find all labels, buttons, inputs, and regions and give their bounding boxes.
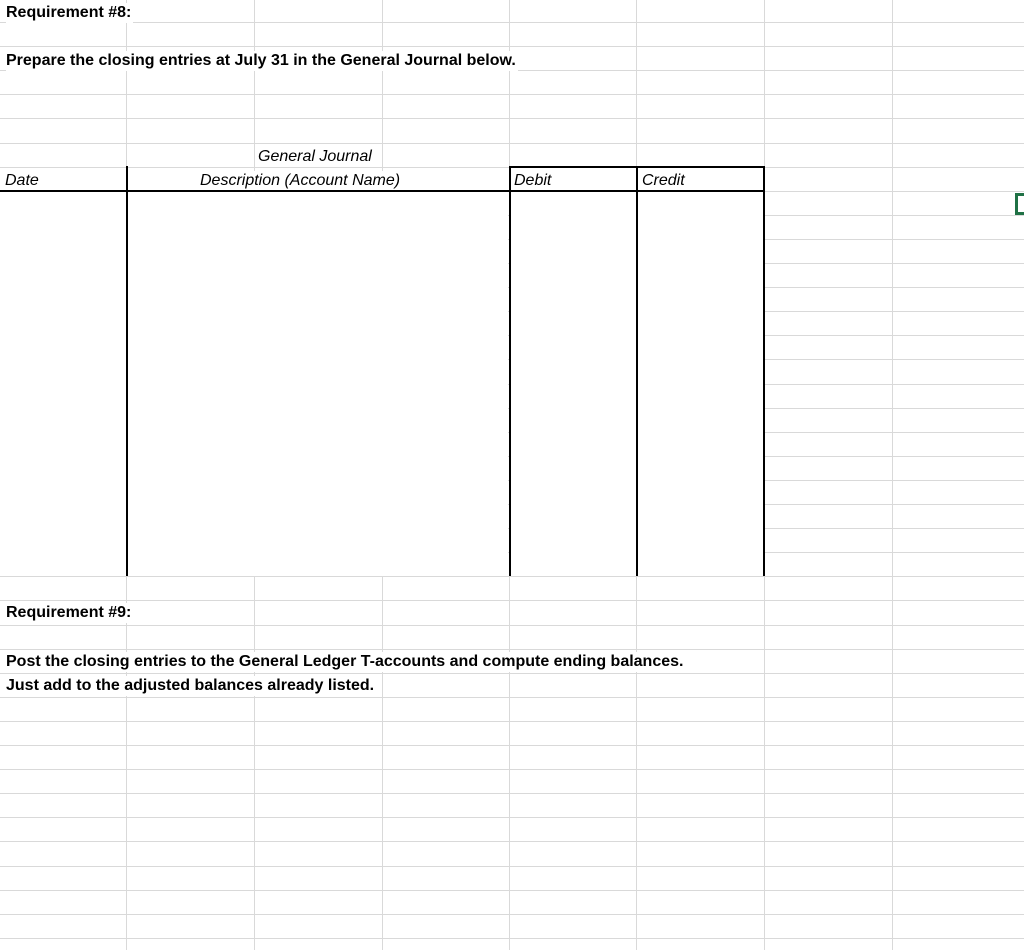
gridline-row xyxy=(0,118,1024,119)
journal-credit-column[interactable] xyxy=(637,191,764,576)
gridline-row xyxy=(0,745,1024,746)
requirement-9-instruction-line-2: Just add to the adjusted balances already listed. xyxy=(6,677,375,694)
gridline-row xyxy=(0,817,1024,818)
column-header-credit: Credit xyxy=(642,172,685,189)
gridline-row xyxy=(0,673,1024,674)
column-header-debit: Debit xyxy=(514,172,552,189)
gridline-row xyxy=(0,94,1024,95)
requirement-8-title: Requirement #8: xyxy=(6,4,132,21)
journal-title: General Journal xyxy=(258,148,372,165)
journal-debit-column[interactable] xyxy=(510,191,636,576)
journal-border-debit-right xyxy=(636,166,638,576)
gridline-row xyxy=(0,649,1024,650)
journal-description-column[interactable] xyxy=(127,191,508,576)
journal-border-credit-right xyxy=(763,166,765,576)
gridline-row xyxy=(0,721,1024,722)
requirement-9-instruction-line-1: Post the closing entries to the General Ledger T-accounts and compute ending balances. xyxy=(6,653,684,670)
gridline-row xyxy=(0,600,1024,601)
column-header-description: Description (Account Name) xyxy=(200,172,401,189)
journal-border-description-right xyxy=(509,166,511,576)
requirement-8-instruction: Prepare the closing entries at July 31 in the General Journal below. xyxy=(6,52,516,69)
journal-date-column[interactable] xyxy=(0,191,126,576)
gridline-row xyxy=(0,793,1024,794)
journal-header-bottom-border xyxy=(0,190,764,192)
column-header-date: Date xyxy=(5,172,39,189)
gridline-row xyxy=(0,697,1024,698)
gridline-row xyxy=(0,143,1024,144)
gridline-row xyxy=(0,46,1024,47)
gridline-row xyxy=(0,914,1024,915)
gridline-row xyxy=(0,769,1024,770)
gridline-row xyxy=(0,625,1024,626)
gridline-row xyxy=(0,890,1024,891)
gridline-row xyxy=(0,22,1024,23)
gridline-row xyxy=(0,938,1024,939)
selected-cell-indicator[interactable] xyxy=(1015,193,1024,215)
requirement-9-title: Requirement #9: xyxy=(6,604,132,621)
gridline-row xyxy=(0,841,1024,842)
gridline-column xyxy=(892,0,893,950)
gridline-row xyxy=(0,866,1024,867)
gridline-row xyxy=(0,576,1024,577)
journal-border-date-right xyxy=(126,166,128,576)
